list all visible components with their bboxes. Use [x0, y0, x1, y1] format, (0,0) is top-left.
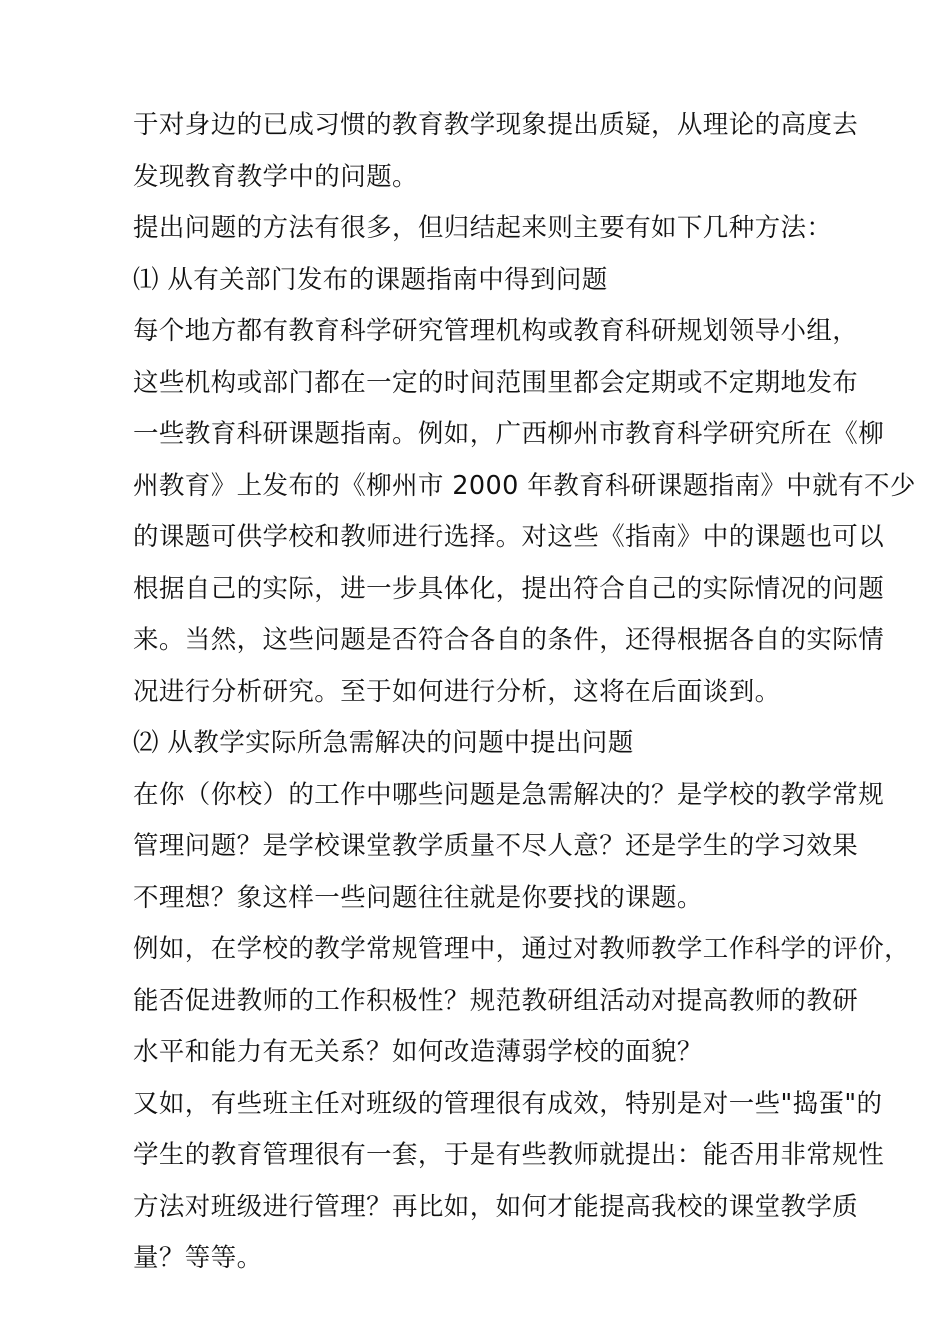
section-heading-2: ⑵ 从教学实际所急需解决的问题中提出问题 — [133, 728, 634, 758]
text-line: 水平和能力有无关系？如何改造薄弱学校的面貌？ — [133, 1037, 703, 1067]
text-line: 量？等等。 — [133, 1243, 263, 1273]
text-line: 例如，在学校的教学常规管理中，通过对教师教学工作科学的评价， — [133, 934, 911, 964]
section-heading-1: ⑴ 从有关部门发布的课题指南中得到问题 — [133, 264, 608, 295]
text-line: 于对身边的已成习惯的教育教学现象提出质疑，从理论的高度去 — [133, 110, 859, 140]
text-line: 每个地方都有教育科学研究管理机构或教育科研规划领导小组， — [133, 316, 859, 346]
text-line: 能否促进教师的工作积极性？规范教研组活动对提高教师的教研 — [133, 985, 859, 1016]
text-line: 一些教育科研课题指南。例如，广西柳州市教育科学研究所在《柳 — [133, 419, 885, 449]
text-line: 方法对班级进行管理？再比如，如何才能提高我校的课堂教学质 — [133, 1191, 859, 1222]
text-line: 学生的教育管理很有一套，于是有些教师就提出：能否用非常规性 — [133, 1140, 885, 1170]
text-line: 发现教育教学中的问题。 — [133, 161, 418, 192]
text-line: 州教育》上发布的《柳州市 2000 年教育科研课题指南》中就有不少 — [133, 470, 916, 501]
text-line: 根据自己的实际，进一步具体化，提出符合自己的实际情况的问题 — [133, 573, 885, 604]
body-text — [133, 100, 916, 1285]
text-line: 况进行分析研究。至于如何进行分析，这将在后面谈到。 — [133, 676, 781, 707]
text-line: 在你（你校）的工作中哪些问题是急需解决的？是学校的教学常规 — [133, 779, 885, 810]
text-line: 提出问题的方法有很多，但归结起来则主要有如下几种方法： — [133, 213, 833, 243]
text-line: 管理问题？是学校课堂教学质量不尽人意？还是学生的学习效果 — [133, 831, 859, 861]
text-line: 来。当然，这些问题是否符合各自的条件，还得根据各自的实际情 — [133, 625, 885, 655]
text-line: 不理想？象这样一些问题往往就是你要找的课题。 — [133, 882, 703, 913]
text-line: 这些机构或部门都在一定的时间范围里都会定期或不定期地发布 — [133, 367, 859, 398]
text-line: 又如，有些班主任对班级的管理很有成效，特别是对一些"捣蛋"的 — [133, 1088, 883, 1119]
text-line: 的课题可供学校和教师进行选择。对这些《指南》中的课题也可以 — [133, 522, 885, 552]
